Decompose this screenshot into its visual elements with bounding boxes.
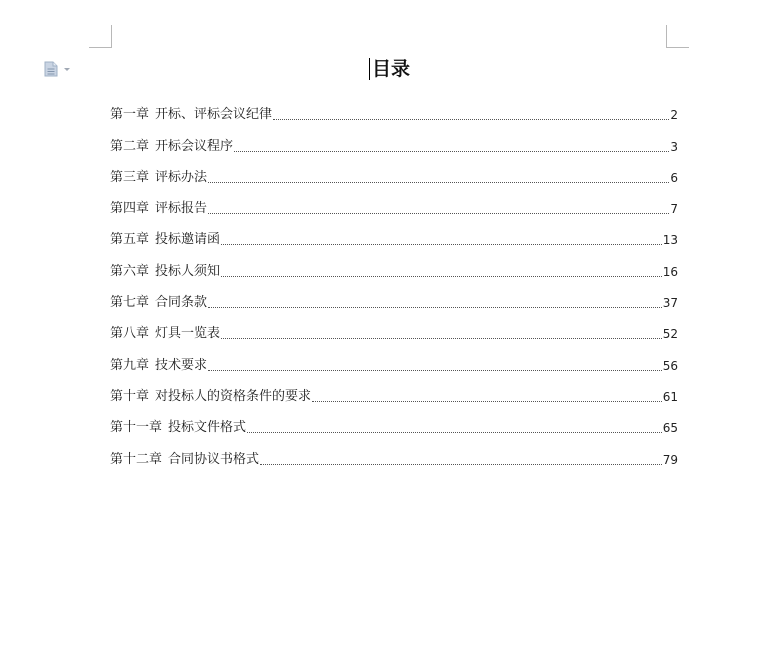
toc-entry-label <box>110 356 207 376</box>
toc-title[interactable] <box>370 57 410 81</box>
toc-dot-leader <box>208 370 662 371</box>
toc-chapter-number: 第十一章 <box>110 420 163 436</box>
toc-chapter-title: 评标报告 <box>155 201 208 217</box>
toc-entry[interactable] <box>110 344 678 375</box>
toc-chapter-number: 第八章 <box>110 326 150 342</box>
toc-page-number: 52 <box>662 327 678 342</box>
toc-entry[interactable] <box>110 282 678 313</box>
toc-page-number: 79 <box>662 452 678 467</box>
toc-page-number: 3 <box>670 139 678 154</box>
toc-entry-label <box>110 293 207 313</box>
toc-dot-leader <box>260 464 662 465</box>
text-cursor <box>369 58 370 80</box>
page-corner-mark-top-left <box>89 25 112 48</box>
toc-dot-leader <box>208 182 669 183</box>
toc-entry-label <box>110 450 259 470</box>
toc-page-number: 7 <box>670 202 678 217</box>
toc-chapter-number: 第六章 <box>110 263 150 279</box>
toc-chapter-title: 投标人须知 <box>155 263 221 279</box>
toc-dot-leader <box>208 307 662 308</box>
table-of-contents <box>110 94 678 470</box>
toc-chapter-number: 第九章 <box>110 357 150 373</box>
toc-chapter-title: 合同条款 <box>155 295 208 311</box>
page-corner-mark-top-right <box>666 25 689 48</box>
toc-chapter-number: 第四章 <box>110 201 150 217</box>
toc-page-number: 2 <box>670 108 678 123</box>
toc-dot-leader <box>208 213 669 214</box>
toc-entry[interactable] <box>110 157 678 188</box>
toc-entry-label <box>110 418 246 438</box>
toc-entry[interactable] <box>110 219 678 250</box>
toc-entry-label <box>110 168 207 188</box>
toc-entry-label <box>110 199 207 219</box>
toc-entry-label <box>110 137 233 157</box>
toc-entry[interactable] <box>110 407 678 438</box>
toc-entry-label <box>110 262 220 282</box>
toc-chapter-title: 灯具一览表 <box>155 326 221 342</box>
toc-entry-label <box>110 387 311 407</box>
toc-chapter-title: 开标、评标会议纪律 <box>155 107 273 123</box>
toc-chapter-title: 合同协议书格式 <box>168 451 260 467</box>
toc-entry[interactable] <box>110 94 678 125</box>
toc-chapter-title: 对投标人的资格条件的要求 <box>155 388 312 404</box>
toc-chapter-number: 第一章 <box>110 107 150 123</box>
toc-dot-leader <box>312 401 662 402</box>
toc-chapter-number: 第十章 <box>110 388 150 404</box>
toc-chapter-title: 开标会议程序 <box>155 138 234 154</box>
toc-dot-leader <box>221 338 662 339</box>
toc-chapter-number: 第二章 <box>110 138 150 154</box>
toc-dot-leader <box>247 432 662 433</box>
toc-chapter-number: 第五章 <box>110 232 150 248</box>
toc-entry[interactable] <box>110 125 678 156</box>
toc-page-number: 37 <box>662 296 678 311</box>
toc-dot-leader <box>221 244 662 245</box>
toc-entry-label <box>110 324 220 344</box>
toc-title-text: 目录 <box>371 58 410 80</box>
toc-page-number: 56 <box>662 358 678 373</box>
toc-entry[interactable] <box>110 313 678 344</box>
toc-dot-leader <box>273 119 669 120</box>
toc-page-number: 13 <box>662 233 678 248</box>
toc-entry[interactable] <box>110 250 678 281</box>
toc-dot-leader <box>221 276 662 277</box>
toc-entry[interactable] <box>110 376 678 407</box>
toc-dot-leader <box>234 151 669 152</box>
toc-page-number: 61 <box>662 389 678 404</box>
toc-chapter-number: 第三章 <box>110 169 150 185</box>
toc-page-number: 6 <box>670 170 678 185</box>
toc-page-number: 16 <box>662 264 678 279</box>
toc-page-number: 65 <box>662 421 678 436</box>
toc-chapter-title: 投标邀请函 <box>155 232 221 248</box>
toc-chapter-number: 第七章 <box>110 295 150 311</box>
toc-chapter-title: 评标办法 <box>155 169 208 185</box>
toc-entry-label <box>110 230 220 250</box>
toc-title-container <box>0 57 780 81</box>
toc-chapter-title: 技术要求 <box>155 357 208 373</box>
toc-chapter-number: 第十二章 <box>110 451 163 467</box>
toc-entry[interactable] <box>110 438 678 469</box>
toc-entry[interactable] <box>110 188 678 219</box>
toc-entry-label <box>110 105 272 125</box>
toc-chapter-title: 投标文件格式 <box>168 420 247 436</box>
